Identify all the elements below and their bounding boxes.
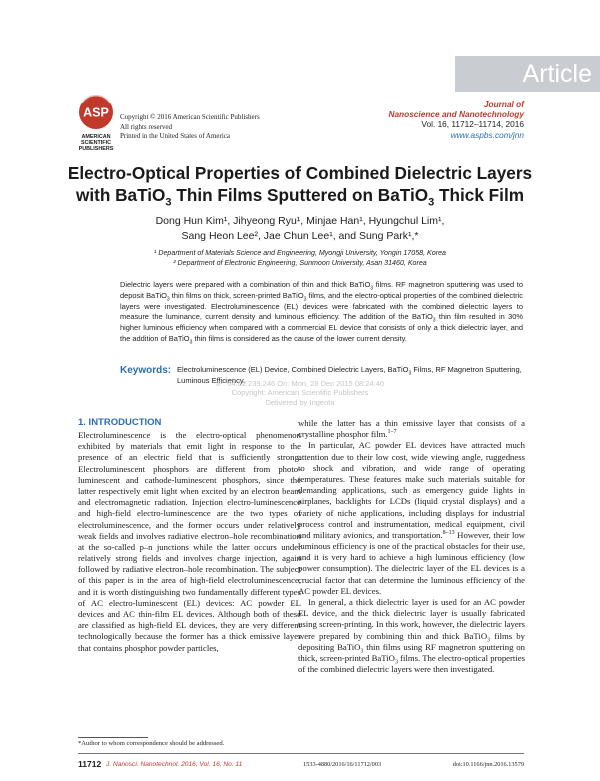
asp-logo-icon (76, 94, 116, 156)
title-line-1: Electro-Optical Properties of Combined Dielectric Layers (67, 163, 533, 183)
footer-journal-ref: J. Nanosci. Nanotechnol. 2016, Vol. 16, No. 11 (106, 761, 243, 768)
affiliation-1: ¹ Department of Materials Science and Engineering, Myongji University, Yongin 17058, Korea (154, 249, 446, 257)
author-line: Sang Heon Lee², Jae Chun Lee¹, and Sung Park¹,* (181, 230, 419, 242)
footer-doi[interactable]: doi:10.1166/jnn.2016.13579 (452, 761, 524, 768)
title-line-2: with BaTiO$_3$ Thin Films Sputtered on BaTiO$_3$ Thick Film (75, 185, 525, 209)
keywords-label: Keywords: (120, 365, 172, 376)
journal-url-link[interactable]: www.aspbs.com/jnn (450, 129, 524, 140)
journal-volume: Vol. 16, 11712–11714, 2016 (421, 119, 524, 130)
affiliation-2: ² Department of Electronic Engineering, Sunmoon University, Asan 31460, Korea (173, 259, 427, 267)
logo-caption-line: SCIENTIFIC (81, 140, 111, 146)
page-number: 11712 (78, 759, 102, 769)
paper-title (40, 162, 560, 209)
footer-issn: 1533-4880/2016/16/11712/003 (303, 761, 382, 768)
body-paragraph: In general, a thick dielectric layer is used for an AC powder EL device, and the thick dielectric layer is usually fabricated using screen-printing. In this work, however, the dielectric layers were prepared by combining thin and thick BaTiO$_3$ films by depositing BaTiO$_3$ thin films using RF magnetron sputtering on thick, screen-printed BaTiO$_3$ films. The electro-optical properties of the combined dielectric layers were then investigated. (298, 597, 525, 675)
journal-info (388, 99, 524, 140)
correspondence-footnote: *Author to whom correspondence should be addressed. (78, 740, 225, 747)
logo-text: ASP (83, 105, 109, 120)
body-paragraph: while the latter has a thin emissive layer that consists of a crystalline phosphor film.$^{1-7}$ (298, 418, 525, 440)
article-type-label: Article (522, 60, 592, 88)
journal-name-line: Journal of (483, 99, 524, 109)
rights-line: All rights reserved (120, 122, 173, 131)
author-line: Dong Hun Kim¹, Jihyeong Ryu¹, Minjae Han¹, Hyungchul Lim¹, (155, 215, 445, 227)
copyright-block (120, 113, 260, 142)
body-column-left (78, 417, 301, 654)
abstract: Dielectric layers were prepared with a combination of thin and thick BaTiO$_3$ films. RF magnetron sputtering was used to deposit BaTiO$_3$ thin films on thick, screen-printed BaTiO$_3$ films, and the electro-optical properties of the combined dielectric layers were investigated. Electroluminescence (EL) devices were fabricated with the combined dielectric layers to measure the luminance, current density and luminous efficiency. The addition of the BaTiO$_3$ thin film resulted in 30% higher luminous efficiency when compared with a commercial EL device that consists of only a thick dielectric layer, and the addition of BaTiO$_3$ thin films is considered as the cause of the lower current density. (120, 280, 523, 346)
citation-ref: 8–13 (442, 529, 455, 536)
body-paragraph: Electroluminescence is the electro-optical phenomenon exhibited by materials that emit light in response to the presence of an electric field that is sufficiently strong. Electroluminescent phosphors are different from photo-luminescent and cathode-luminescent phosphors, since the latter respectively emit light when excited by an electron beam and electromagnetic radiation. Injection electro-luminescence and high-field electro-luminescence are the two types of electroluminescence, and the former occurs under relatively weak fields and involves radiative electron–hole recombination at the so-called p–n junctions while the latter occurs under relatively strong fields and involves charge injection, again followed by radiative electron–hole recombination. The subject of this paper is in the area of high-field electroluminescence, and it is worth distinguishing two fundamentally different types of AC electro-luminescent (EL) devices: AC powder EL devices and AC thin-film EL devices. Although both of these are classified as high-field EL devices, they are very different technologically because the former has a thick emissive layer that contains phosphor powder particles, (78, 430, 301, 653)
citation-ref: 1–7 (387, 429, 397, 436)
section-heading-introduction: 1. INTRODUCTION (78, 417, 162, 428)
delivery-watermark: IP: 64.62.239.246 On: Mon, 28 Dec 2015 08:24:40 Copyright: American Scientific Publishers Delivered by Ingenta (215, 379, 385, 407)
logo-caption-line: AMERICAN (81, 134, 111, 140)
printed-line: Printed in the United States of America (120, 132, 231, 140)
affiliations (40, 248, 560, 268)
article-type-banner (455, 56, 600, 92)
footnote-divider (78, 737, 148, 738)
copyright-line: Copyright © 2016 American Scientific Publishers (120, 113, 260, 121)
publisher-logo (76, 94, 116, 156)
author-list (40, 214, 560, 244)
body-paragraph: In particular, AC powder EL devices have attracted much attention due to their low cost, wide viewing angle, ruggedness to shock and vibration, and wide range of operating temperatures. These features make such materials suitable for demanding applications, such as emergency guide lights in airplanes, backlights for LCDs (liquid crystal displays) and a variety of niche applications, including displays for industrial process control and instrumentation, medical equipment, civil and military avionics, and transportation.$^{8-13}$ However, their low luminous efficiency is one of the practical obstacles for their use, and it is very hard to achieve a high luminous efficiency (low power consumption). The dielectric layer of the EL devices is a crucial factor that can determine the luminous efficiency of the AC powder EL devices. (298, 440, 525, 596)
keywords-list: Electroluminescence (EL) Device, Combined Dielectric Layers, BaTiO$_3$ Films, RF Magnetron Sputtering, Luminous Efficiency. (177, 365, 522, 385)
body-column-right (298, 418, 525, 675)
journal-name-line: Nanoscience and Nanotechnology (388, 109, 524, 120)
logo-caption-line: PUBLISHERS (78, 146, 114, 152)
footer-divider (78, 753, 524, 754)
